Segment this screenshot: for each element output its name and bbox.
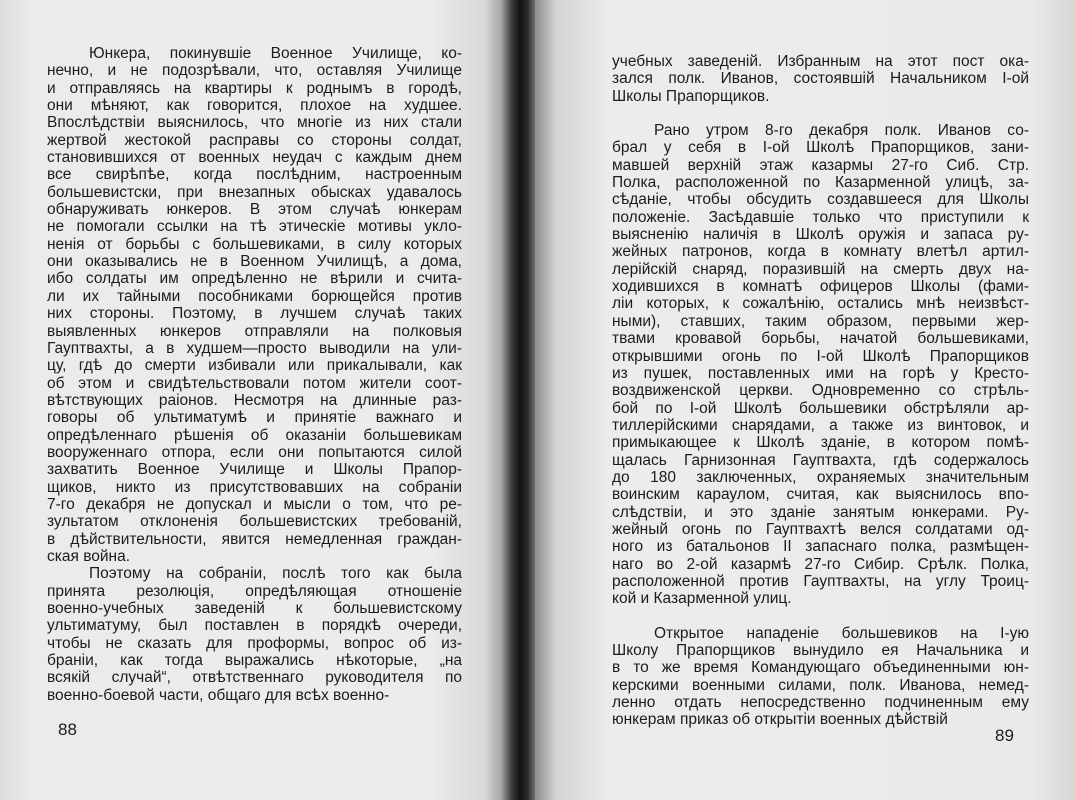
text-line: и отправляясь на квартиры к роднымъ в городѣ, (47, 79, 462, 97)
text-line: открывшими огонь по І-ой Школѣ Прапорщиков (612, 347, 1029, 365)
text-line: нечно, и не подозрѣвали, что, оставляя Училище (47, 62, 462, 80)
text-line: ліи которых, к сожалѣнію, остались мнѣ неизвѣст- (612, 295, 1029, 313)
text-line: не помогали ссылки на тѣ этическіе мотивы укло- (47, 218, 462, 236)
text-line: в то же время Командующаго объединенными юн- (612, 659, 1029, 677)
paragraph-gap (612, 105, 1029, 122)
text-line: вѣтствующих раіонов. Несмотря на длинные раз- (47, 391, 462, 409)
text-line: Открытое нападеніе большевиков на І-ую (654, 624, 1029, 642)
text-line: все свирѣпѣе, когда послѣдним, настроенным (47, 166, 462, 184)
text-line: твами кровавой борьбы, начатой большевиками, (612, 330, 1029, 348)
text-line: принята резолюція, опредѣляющая отношеніе (47, 582, 462, 600)
text-line: Поэтому на собраніи, послѣ того как была (89, 565, 462, 583)
paragraph (47, 45, 462, 565)
text-line: Впослѣдствіи выяснилось, что многіе из них стали (47, 114, 462, 132)
left-page-text (47, 45, 462, 704)
text-line: воздвиженской церкви. Одновременно со стрѣль- (612, 382, 1029, 400)
text-line: ская война. (47, 547, 131, 565)
text-line: зультатом отклоненія большевистских требованій, (47, 513, 462, 531)
text-line: они оказывались не в Военном Училищѣ, а дома, (47, 253, 462, 271)
text-line: 7-го декабря не допускал и мысли о том, что ре- (47, 495, 462, 513)
text-line: тиллерійскими снарядами, а также из винтовок, и (612, 416, 1029, 434)
text-line: ного из батальонов ІІ запаснаго полка, размѣщен- (612, 538, 1029, 556)
text-line: военно-боевой части, общаго для всѣх военно- (47, 686, 390, 704)
text-line: воинским караулом, считая, как выяснилось впо- (612, 486, 1029, 504)
text-line: наго во 2-ой казармѣ 27-го Сибир. Срѣлк. Полка, (612, 555, 1029, 573)
text-line: об этом и свидѣтельствовали потом жители соот- (47, 374, 462, 392)
text-line: они мѣняют, как говорится, плохое на худшее. (47, 97, 462, 115)
text-line: учебных заведеній. Избранным на этот пост ока- (612, 53, 1029, 70)
text-line: обнаруживать юнкеров. В этом случаѣ юнкерам (47, 201, 462, 219)
text-line: ибо солдаты им опредѣленно не вѣрили и счита- (47, 270, 462, 288)
text-line: положеніе. Засѣдавшіе только что приступили к (612, 208, 1029, 226)
text-line: Школы Прапорщиков. (612, 87, 770, 105)
text-line: ными), ставших, таким образом, первыми жер- (612, 312, 1029, 330)
text-line: говоры об ультиматумѣ и принятіе важнаго и (47, 409, 462, 427)
text-line: примыкающее к Школѣ зданіе, в котором помѣ- (612, 434, 1029, 452)
text-line: цу, гдѣ до смерти избивали или прикалывали, как (47, 357, 462, 375)
page-number-left: 88 (58, 720, 77, 739)
text-line: мавшей верхній этаж казармы 27-го Сиб. Стр. (612, 156, 1029, 174)
text-line: бой по І-ой Школѣ большевики обстрѣляли ар- (612, 399, 1029, 417)
right-page-text (612, 53, 1029, 729)
text-line: щиков, никто из присутствовавших на собраніи (47, 478, 462, 496)
text-line: щалась Гарнизонная Гауптвахта, гдѣ содержалось (612, 451, 1029, 469)
paragraph (612, 625, 1029, 729)
text-line: жейных патронов, когда в комнату влетѣл артил- (612, 243, 1029, 261)
page-number-right: 89 (995, 726, 1014, 745)
paragraph (612, 53, 1029, 105)
text-line: Рано утром 8-го декабря полк. Иванов со- (654, 122, 1029, 140)
text-line: лерійскій снаряд, поразившій на смерть двух на- (612, 260, 1029, 278)
text-line: ленно отдать непосредственно подчиненным ему (612, 694, 1029, 712)
text-line: становившихся от военных неудач с каждым днем (47, 149, 462, 167)
right-page (535, 0, 1075, 800)
text-line: юнкерам приказ об открытіи военных дѣйствій (612, 711, 948, 729)
text-line: ходившихся в комнатѣ офицеров Школы (фами- (612, 278, 1029, 296)
text-line: в дѣйствительности, явится немедленная граждан- (47, 530, 462, 548)
text-line: выясненію наличія в Школѣ оружія и запаса ру- (612, 226, 1029, 244)
text-line: большевистски, при внезапных обысках удавалось (47, 183, 462, 201)
text-line: жейный огонь по Гауптвахтѣ велся солдатами од- (612, 520, 1029, 538)
text-line: опредѣленнаго рѣшенія об оказаніи большевикам (47, 426, 462, 444)
text-line: ли их тайными пособниками борющейся против (47, 287, 462, 305)
text-line: сѣданіе, чтобы обсудить создавшееся для Школы (612, 191, 1029, 209)
text-line: выявленных юнкеров отправляли на полковыя (47, 322, 462, 340)
text-line: слѣдствіи, и это зданіе занятым юнкерами. Ру- (612, 503, 1029, 521)
text-line: всякій случай“, отвѣтственнаго руководителя по (47, 669, 462, 687)
paragraph (47, 565, 462, 704)
paragraph (612, 122, 1029, 608)
text-line: них стороны. Поэтому, в лучшем случаѣ таких (47, 305, 462, 323)
text-line: ненія от борьбы с большевиками, в силу которых (47, 235, 462, 253)
text-line: зался полк. Иванов, состоявшій Начальником І-ой (612, 70, 1029, 88)
text-line: Полка, расположенной по Казарменной улицѣ, за- (612, 174, 1029, 192)
text-line: жертвой жестокой расправы со стороны солдат, (47, 131, 462, 149)
text-line: военно-учебных заведеній к большевистскому (47, 600, 462, 617)
text-line: до 180 заключенных, охраняемых значительным (612, 468, 1029, 486)
text-line: захватить Военное Училище и Школы Прапор- (47, 461, 462, 479)
paragraph-gap (612, 608, 1029, 625)
text-line: браніи, как тогда выражались нѣкоторые, „на (47, 652, 462, 670)
text-line: кой и Казарменной улиц. (612, 590, 792, 608)
text-line: Школу Прапорщиков вынудило ея Начальника и (612, 642, 1029, 659)
text-line: брал у себя в І-ой Школѣ Прапорщиков, зани- (612, 139, 1029, 157)
text-line: из пушек, поставленных ими на горѣ у Кресто- (612, 364, 1029, 382)
text-line: Гауптвахты, а в худшем—просто выводили на ули- (47, 339, 462, 357)
text-line: вооруженнаго отпора, если они попытаются силой (47, 443, 462, 461)
text-line: ультиматуму, был поставлен в порядкѣ очереди, (47, 617, 462, 635)
text-line: керскими военными силами, полк. Иванова, немед- (612, 676, 1029, 694)
book-gutter (500, 0, 540, 800)
text-line: чтобы не сказать для проформы, вопрос об из- (47, 634, 462, 652)
left-page (0, 0, 505, 800)
text-line: расположенной против Гауптвахты, на углу Троиц- (612, 572, 1029, 590)
text-line: Юнкера, покинувшіе Военное Училище, ко- (89, 45, 462, 62)
